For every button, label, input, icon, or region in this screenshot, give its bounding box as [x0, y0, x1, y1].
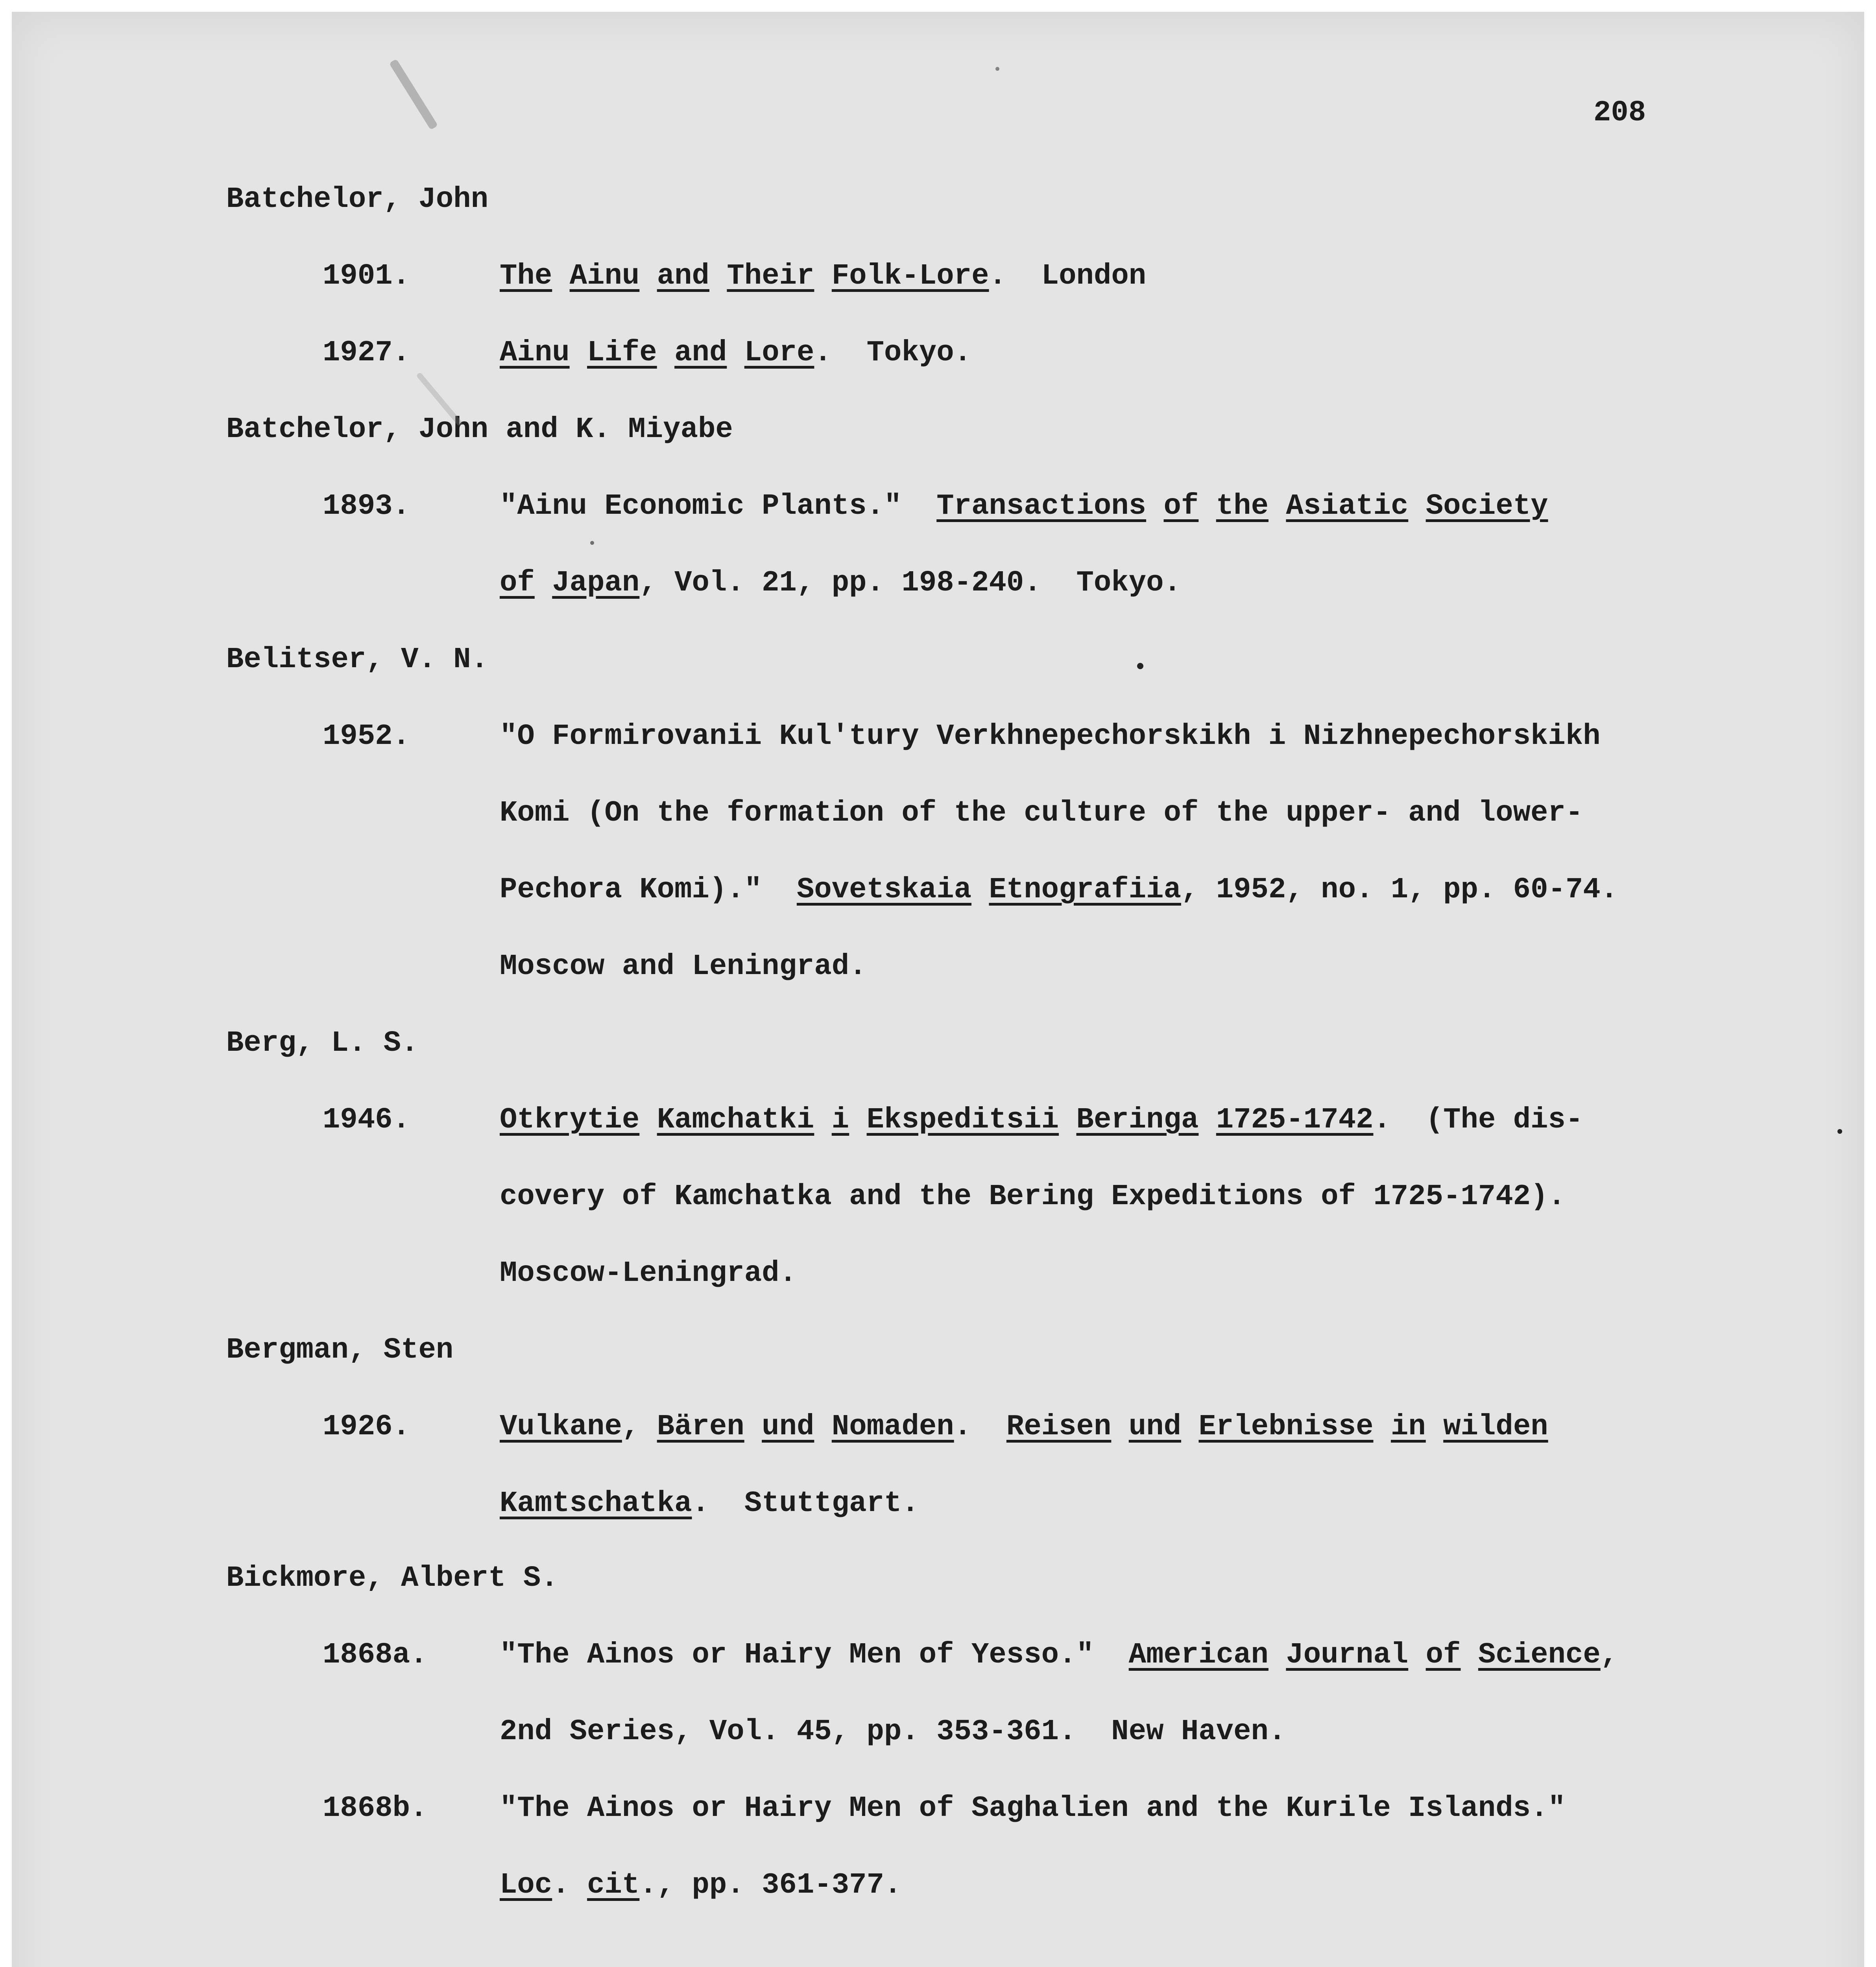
citation-text [1461, 1639, 1478, 1672]
author-name: Batchelor, John [226, 183, 489, 216]
underlined-title-word: Sovetskaia [796, 873, 972, 906]
publication-year: 1893. [323, 490, 410, 523]
citation-text: ., pp. 361-377. [639, 1869, 902, 1902]
underlined-title-word: Etnografiia [989, 873, 1181, 906]
underlined-title-word: cit [587, 1869, 640, 1902]
citation-text [744, 1410, 762, 1443]
citation-line [500, 1412, 1548, 1441]
underlined-title-word: Reisen [1006, 1410, 1112, 1443]
publication-year: 1868a. [323, 1639, 428, 1672]
citation-text: , [622, 1410, 657, 1443]
citation-line [500, 875, 1618, 904]
underlined-title-word: Lore [744, 336, 814, 369]
citation-text [535, 566, 552, 600]
citation-text [1426, 1410, 1443, 1443]
underlined-title-word: Life [587, 336, 657, 369]
citation-text [814, 260, 831, 293]
citation-text [1146, 490, 1163, 523]
underlined-title-word: und [1128, 1410, 1182, 1443]
underlined-title-word: 1725-1742 [1216, 1103, 1374, 1137]
publication-year: 1927. [323, 336, 410, 369]
citation-text: Komi (On the formation of the culture of the upper- and lower- [500, 797, 1583, 830]
underlined-title-word: Vulkane [500, 1410, 622, 1443]
citation-text: "O Formirovanii Kul'tury Verkhnepechorskikh i Nizhnepechorskikh [500, 720, 1601, 753]
citation-text: . [954, 1410, 1006, 1443]
underlined-title-word: und [762, 1410, 814, 1443]
underlined-title-word: the [1216, 490, 1269, 523]
underlined-title-word: i [831, 1103, 849, 1137]
citation-text [570, 336, 587, 369]
citation-text [1111, 1410, 1128, 1443]
underlined-title-word: Japan [552, 566, 640, 600]
citation-text: . [552, 1869, 587, 1902]
publication-year: 1868b. [323, 1792, 428, 1825]
underlined-title-word: Science [1478, 1639, 1601, 1672]
page-number: 208 [1593, 96, 1646, 129]
underlined-title-word: Otkrytie [500, 1103, 640, 1137]
citation-line [500, 262, 1146, 291]
document-page [12, 12, 1864, 1967]
underlined-title-word: Folk-Lore [831, 260, 989, 293]
underlined-title-word: Kamchatki [657, 1103, 814, 1137]
underlined-title-word: in [1390, 1410, 1426, 1443]
scan-speck [995, 67, 999, 71]
citation-line [500, 722, 1601, 751]
citation-line [500, 568, 1181, 598]
citation-text: . Stuttgart. [692, 1487, 919, 1520]
citation-text: "The Ainos or Hairy Men of Saghalien and the Kurile Islands." [500, 1792, 1566, 1825]
citation-text [1269, 1639, 1286, 1672]
scan-speck [590, 541, 594, 545]
citation-text [814, 1410, 831, 1443]
publication-year: 1946. [323, 1103, 410, 1137]
citation-text [727, 336, 744, 369]
underlined-title-word: wilden [1443, 1410, 1548, 1443]
citation-text: Moscow-Leningrad. [500, 1257, 797, 1290]
citation-text [639, 260, 657, 293]
citation-text: , Vol. 21, pp. 198-240. Tokyo. [639, 566, 1181, 600]
scan-speck [1137, 663, 1143, 669]
underlined-title-word: The [500, 260, 552, 293]
publication-year: 1952. [323, 720, 410, 753]
citation-text: . London [989, 260, 1147, 293]
underlined-title-word: American [1128, 1639, 1269, 1672]
citation-text [1408, 490, 1425, 523]
scan-speck [1837, 1129, 1842, 1134]
underlined-title-word: Society [1425, 490, 1548, 523]
citation-text: Moscow and Leningrad. [500, 950, 867, 983]
underlined-title-word: Their [727, 260, 814, 293]
citation-text [1181, 1410, 1198, 1443]
underlined-title-word: of [1163, 490, 1199, 523]
citation-text: covery of Kamchatka and the Bering Expeditions of 1725-1742). [500, 1180, 1566, 1213]
underlined-title-word: Kamtschatka [500, 1487, 692, 1520]
citation-line [500, 338, 971, 367]
citation-text [639, 1103, 657, 1137]
citation-text [1198, 1103, 1216, 1137]
citation-text [709, 260, 727, 293]
citation-text: , [1600, 1639, 1618, 1672]
underlined-title-word: and [657, 260, 709, 293]
citation-line [500, 799, 1583, 828]
underlined-title-word: and [674, 336, 727, 369]
citation-text [657, 336, 674, 369]
citation-text [1269, 490, 1286, 523]
citation-text: Pechora Komi)." [500, 873, 797, 906]
citation-text: "Ainu Economic Plants." [500, 490, 937, 523]
citation-line [500, 1640, 1618, 1670]
citation-text [1198, 490, 1216, 523]
citation-text: . (The dis- [1373, 1103, 1583, 1137]
underlined-title-word: Journal [1286, 1639, 1409, 1672]
underlined-title-word: Bären [657, 1410, 744, 1443]
publication-year: 1901. [323, 260, 410, 293]
citation-text [849, 1103, 866, 1137]
citation-text [1059, 1103, 1076, 1137]
underlined-title-word: Erlebnisse [1198, 1410, 1374, 1443]
underlined-title-word: of [500, 566, 535, 600]
citation-text [971, 873, 989, 906]
citation-line [500, 1182, 1566, 1211]
citation-text: 2nd Series, Vol. 45, pp. 353-361. New Haven. [500, 1715, 1286, 1748]
underlined-title-word: Nomaden [831, 1410, 954, 1443]
underlined-title-word: Ainu [569, 260, 640, 293]
underlined-title-word: Ainu [500, 336, 570, 369]
citation-line [500, 492, 1548, 521]
citation-text [1374, 1410, 1391, 1443]
author-name: Bergman, Sten [226, 1334, 454, 1367]
citation-line [500, 1871, 901, 1900]
underlined-title-word: Loc [500, 1869, 552, 1902]
citation-line [500, 1794, 1566, 1823]
citation-text: , 1952, no. 1, pp. 60-74. [1181, 873, 1618, 906]
underlined-title-word: Ekspeditsii [866, 1103, 1059, 1137]
citation-line [500, 952, 867, 981]
scan-mark [389, 59, 438, 130]
citation-text: . Tokyo. [814, 336, 972, 369]
citation-line [500, 1717, 1286, 1746]
citation-text [814, 1103, 831, 1137]
citation-text [1408, 1639, 1425, 1672]
citation-line [500, 1489, 919, 1518]
citation-line [500, 1259, 797, 1288]
author-name: Bickmore, Albert S. [226, 1562, 558, 1595]
citation-line [500, 1105, 1583, 1135]
publication-year: 1926. [323, 1410, 410, 1443]
author-name: Berg, L. S. [226, 1027, 419, 1060]
underlined-title-word: Transactions [936, 490, 1147, 523]
author-name: Batchelor, John and K. Miyabe [226, 413, 733, 446]
underlined-title-word: Asiatic [1286, 490, 1409, 523]
underlined-title-word: of [1425, 1639, 1461, 1672]
citation-text: "The Ainos or Hairy Men of Yesso." [500, 1639, 1129, 1672]
underlined-title-word: Beringa [1076, 1103, 1199, 1137]
citation-text [552, 260, 569, 293]
author-name: Belitser, V. N. [226, 643, 489, 676]
